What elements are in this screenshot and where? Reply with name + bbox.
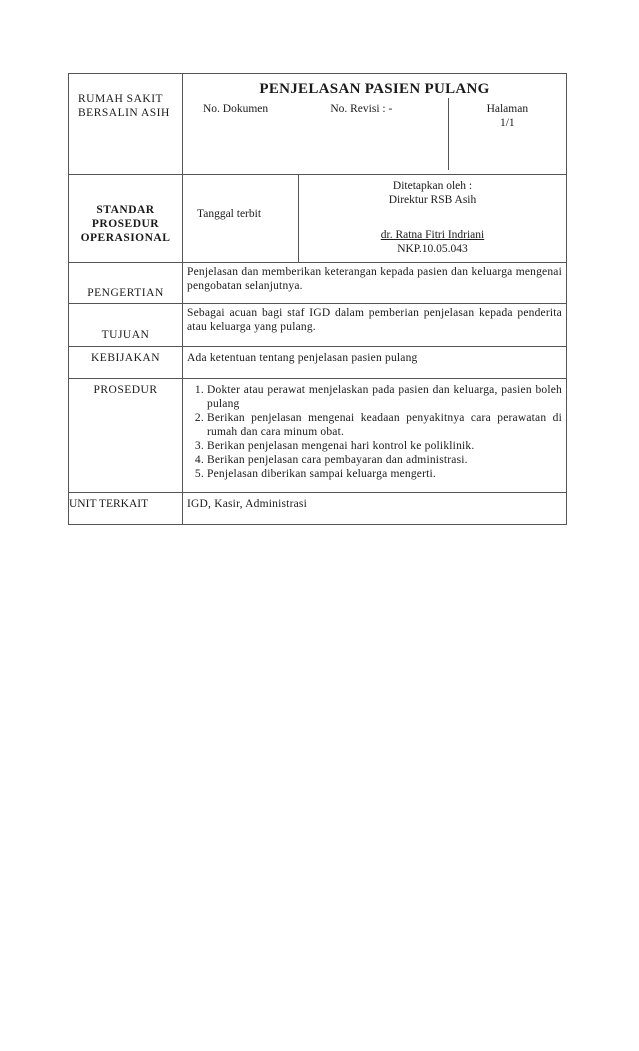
institution-name: RUMAH SAKIT BERSALIN ASIH (69, 74, 183, 175)
doc-number-label: No. Dokumen (203, 103, 269, 115)
prosedur-label: PROSEDUR (69, 379, 183, 493)
director-title: Direktur RSB Asih (388, 194, 477, 206)
header-cell (183, 74, 567, 175)
unit-terkait-label: UNIT TERKAIT (69, 493, 183, 525)
prosedur-list (187, 383, 562, 481)
page-info (449, 98, 566, 170)
kebijakan-label: KEBIJAKAN (69, 347, 183, 379)
signature-block (299, 175, 567, 263)
kebijakan-text: Ada ketentuan tentang penjelasan pasien pulang (183, 347, 567, 379)
pengertian-label: PENGERTIAN (69, 263, 183, 304)
page-value: 1/1 (499, 117, 515, 129)
established-by: Ditetapkan oleh : (392, 180, 473, 192)
prosedur-step: 2. Berikan penjelasan mengenai keadaan penyakitnya cara perawatan di rumah dan cara minum obat. (207, 411, 562, 439)
tujuan-label: TUJUAN (69, 304, 183, 347)
tujuan-text: Sebagai acuan bagi staf IGD dalam pemberian penjelasan kepada penderita atau keluarga yang pulang. (183, 304, 567, 347)
prosedur-steps (183, 379, 567, 493)
prosedur-step: 4. Berikan penjelasan cara pembayaran dan administrasi. (207, 453, 562, 467)
page-label: Halaman (486, 103, 529, 115)
director-nkp: NKP.10.05.043 (397, 243, 468, 255)
unit-terkait-text: IGD, Kasir, Administrasi (183, 493, 567, 525)
prosedur-step: 1. Dokter atau perawat menjelaskan pada pasien dan keluarga, pasien boleh pulang (207, 383, 562, 411)
document-meta (183, 98, 566, 170)
sop-label: STANDAR PROSEDUR OPERASIONAL (69, 175, 183, 263)
document-title: PENJELASAN PASIEN PULANG (259, 81, 490, 97)
revision-label: No. Revisi : - (320, 98, 448, 170)
director-name: dr. Ratna Fitri Indriani (380, 229, 485, 241)
pengertian-text: Penjelasan dan memberikan keterangan kepada pasien dan keluarga mengenai pengobatan selanjutnya. (183, 263, 567, 304)
sop-document-table (68, 73, 567, 525)
issue-date-label: Tanggal terbit (183, 175, 299, 263)
prosedur-step: 5. Penjelasan diberikan sampai keluarga mengerti. (207, 467, 562, 481)
prosedur-step: 3. Berikan penjelasan mengenai hari kontrol ke poliklinik. (207, 439, 562, 453)
